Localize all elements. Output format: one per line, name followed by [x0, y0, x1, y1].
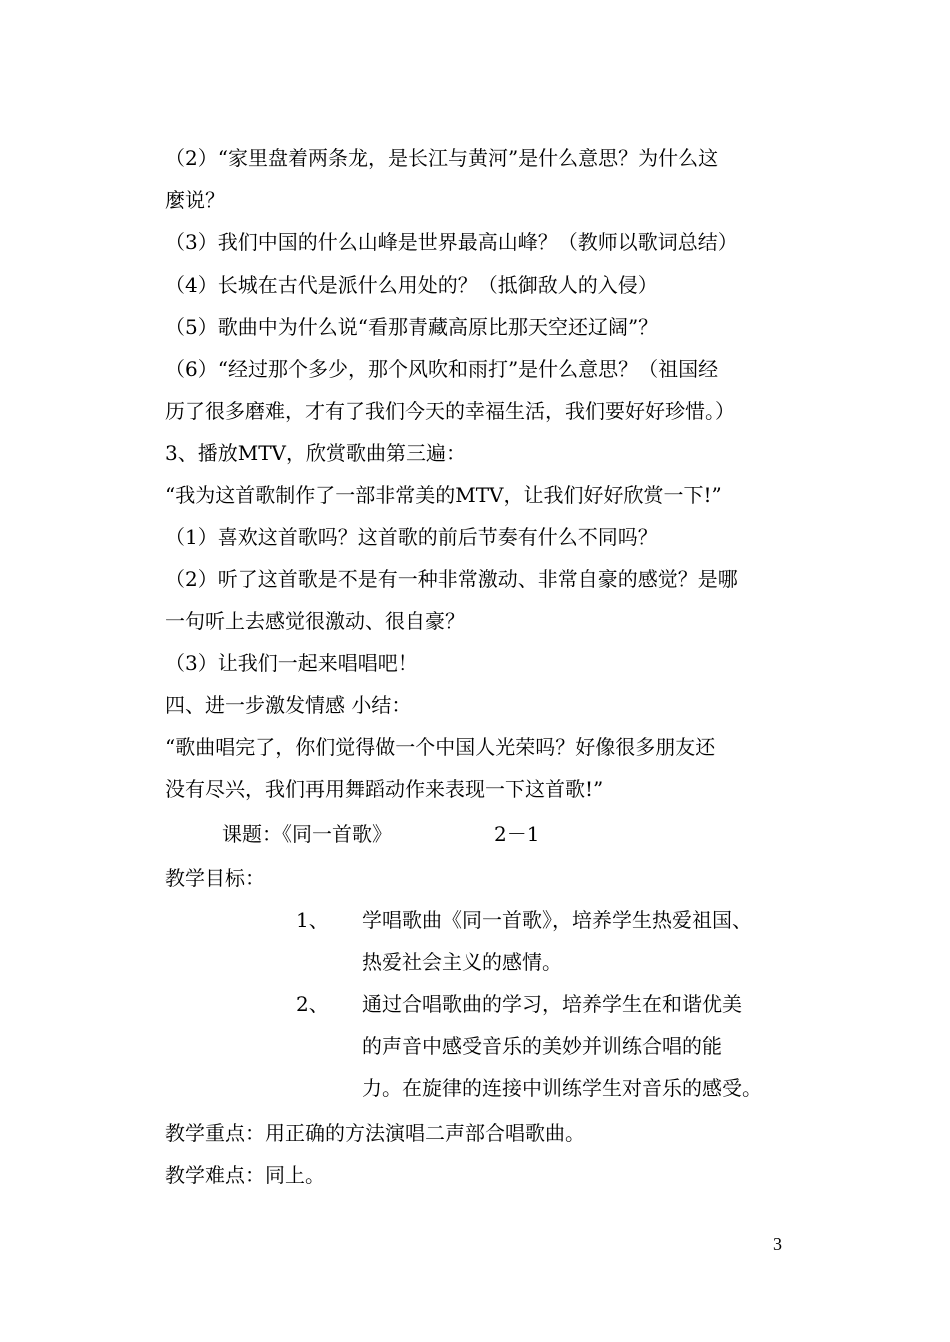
lesson-code: 2－1	[494, 822, 540, 846]
summary-quote-line-2: 没有尽兴，我们再用舞蹈动作来表现一下这首歌!”	[165, 777, 604, 801]
section-4-heading: 四、进一步激发情感 小结：	[165, 693, 412, 717]
page-number: 3	[773, 1234, 782, 1254]
lesson-title: 课题：《同一首歌》	[222, 822, 392, 846]
step-3-question-3: （3）让我们一起来唱唱吧！	[165, 651, 418, 675]
summary-quote-line-1: “歌曲唱完了，你们觉得做一个中国人光荣吗？好像很多朋友还	[165, 735, 716, 759]
question-4: （4）长城在古代是派什么用处的？（抵御敌人的入侵）	[165, 273, 658, 297]
objectives-label: 教学目标：	[165, 866, 265, 890]
difficulty: 教学难点：同上。	[165, 1163, 325, 1187]
question-3: （3）我们中国的什么山峰是世界最高山峰？（教师以歌词总结）	[165, 230, 738, 254]
objective-2-line-3: 力。在旋律的连接中训练学生对音乐的感受。	[362, 1076, 762, 1100]
question-6-line-2: 历了很多磨难，才有了我们今天的幸福生活，我们要好好珍惜。）	[165, 399, 735, 423]
step-3-question-1: （1）喜欢这首歌吗？这首歌的前后节奏有什么不同吗？	[165, 525, 658, 549]
objective-2-number: 2、	[296, 992, 329, 1016]
question-5: （5）歌曲中为什么说“看那青藏高原比那天空还辽阔”？	[165, 315, 659, 339]
step-3-heading: 3、播放MTV，欣赏歌曲第三遍：	[165, 441, 466, 465]
objective-2-line-1: 通过合唱歌曲的学习，培养学生在和谐优美	[362, 992, 742, 1016]
question-2-line-2: 麼说？	[165, 188, 225, 212]
step-3-quote: “我为这首歌制作了一部非常美的MTV，让我们好好欣赏一下!”	[165, 483, 722, 507]
objective-2-line-2: 的声音中感受音乐的美妙并训练合唱的能	[362, 1034, 722, 1058]
step-3-question-2-line-1: （2）听了这首歌是不是有一种非常激动、非常自豪的感觉？是哪	[165, 567, 738, 591]
question-6-line-1: （6）“经过那个多少，那个风吹和雨打”是什么意思？（祖国经	[165, 357, 719, 381]
step-3-question-2-line-2: 一句听上去感觉很激动、很自豪？	[165, 609, 465, 633]
objective-1-number: 1、	[296, 908, 329, 932]
key-point: 教学重点：用正确的方法演唱二声部合唱歌曲。	[165, 1121, 585, 1145]
objective-1-line-1: 学唱歌曲《同一首歌》，培养学生热爱祖国、	[362, 908, 752, 932]
question-2-line-1: （2）“家里盘着两条龙，是长江与黄河”是什么意思？为什么这	[165, 146, 719, 170]
objective-1-line-2: 热爱社会主义的感情。	[362, 950, 562, 974]
